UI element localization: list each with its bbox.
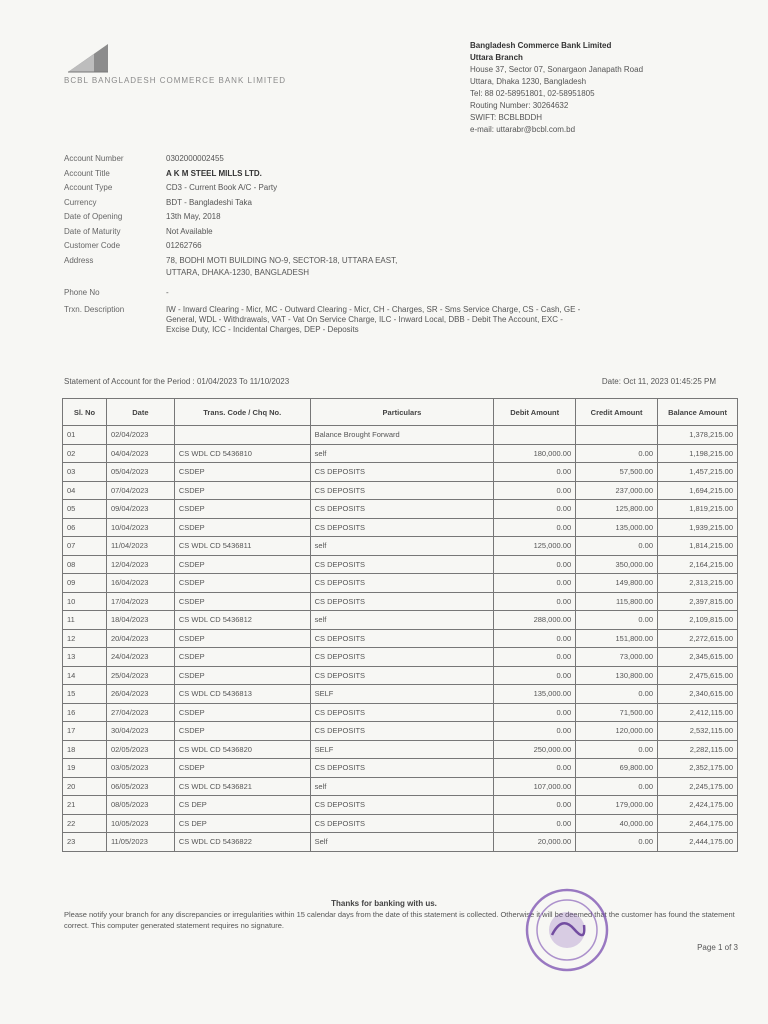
- address-label: Address: [64, 255, 94, 265]
- address-line-1: 78, BODHI MOTI BUILDING NO-9, SECTOR-18, UTTARA EAST,: [166, 255, 398, 265]
- bank-line: e-mail: uttarabr@bcbl.com.bd: [470, 125, 576, 134]
- cell-balance: 2,532,115.00: [658, 722, 738, 741]
- table-row: [63, 740, 738, 759]
- cell-balance: 2,352,175.00: [658, 759, 738, 778]
- cell-code: CSDEP: [174, 666, 310, 685]
- table-row: [63, 648, 738, 667]
- description-label: Trxn. Description: [64, 304, 125, 314]
- cell-particulars: self: [310, 611, 494, 630]
- cell-sl: 01: [63, 426, 107, 445]
- info-row-address: [64, 254, 724, 269]
- cell-particulars: CS DEPOSITS: [310, 555, 494, 574]
- cell-particulars: CS DEPOSITS: [310, 759, 494, 778]
- bank-branch: Uttara Branch: [470, 53, 523, 62]
- cell-balance: 2,412,115.00: [658, 703, 738, 722]
- info-row-title: [64, 167, 724, 182]
- maturity-date: Not Available: [166, 226, 213, 236]
- table-row: [63, 703, 738, 722]
- cell-particulars: self: [310, 777, 494, 796]
- table-row: [63, 574, 738, 593]
- table-row: [63, 685, 738, 704]
- table-row: [63, 537, 738, 556]
- cell-balance: 2,397,815.00: [658, 592, 738, 611]
- cell-credit: 125,800.00: [576, 500, 658, 519]
- cell-debit: 0.00: [494, 814, 576, 833]
- cell-date: 06/05/2023: [106, 777, 174, 796]
- cell-credit: 135,000.00: [576, 518, 658, 537]
- cell-date: 11/05/2023: [106, 833, 174, 852]
- table-row: [63, 796, 738, 815]
- cell-balance: 1,378,215.00: [658, 426, 738, 445]
- cell-date: 02/05/2023: [106, 740, 174, 759]
- cell-code: CS WDL CD 5436813: [174, 685, 310, 704]
- cell-credit: 350,000.00: [576, 555, 658, 574]
- cell-code: CS WDL CD 5436811: [174, 537, 310, 556]
- cell-sl: 07: [63, 537, 107, 556]
- cell-particulars: CS DEPOSITS: [310, 648, 494, 667]
- description-line-1: IW - Inward Clearing - Micr, MC - Outward Clearing - Micr, CH - Charges, SR - Sms Service Charge, CS - Cash, GE -: [166, 304, 581, 314]
- info-row-currency: [64, 196, 724, 211]
- cell-date: 07/04/2023: [106, 481, 174, 500]
- cell-sl: 04: [63, 481, 107, 500]
- cell-sl: 08: [63, 555, 107, 574]
- cell-date: 30/04/2023: [106, 722, 174, 741]
- cell-code: CS WDL CD 5436820: [174, 740, 310, 759]
- table-row: [63, 463, 738, 482]
- cell-date: 11/04/2023: [106, 537, 174, 556]
- cell-debit: 20,000.00: [494, 833, 576, 852]
- header-debit: Debit Amount: [494, 399, 576, 426]
- bank-name: Bangladesh Commerce Bank Limited: [470, 41, 612, 50]
- account-title: A K M STEEL MILLS LTD.: [166, 168, 262, 178]
- bank-address-block: [470, 40, 740, 136]
- cell-date: 25/04/2023: [106, 666, 174, 685]
- cell-debit: 288,000.00: [494, 611, 576, 630]
- cell-code: CSDEP: [174, 722, 310, 741]
- table-row: [63, 759, 738, 778]
- cell-debit: 0.00: [494, 722, 576, 741]
- cell-date: 03/05/2023: [106, 759, 174, 778]
- cell-code: CSDEP: [174, 759, 310, 778]
- currency-label: Currency: [64, 197, 97, 207]
- cell-credit: 151,800.00: [576, 629, 658, 648]
- cell-debit: 0.00: [494, 759, 576, 778]
- cell-balance: 2,109,815.00: [658, 611, 738, 630]
- description-text: [166, 305, 724, 335]
- cell-sl: 23: [63, 833, 107, 852]
- cell-particulars: SELF: [310, 740, 494, 759]
- cell-particulars: Balance Brought Forward: [310, 426, 494, 445]
- cell-sl: 20: [63, 777, 107, 796]
- cell-sl: 12: [63, 629, 107, 648]
- cell-code: CSDEP: [174, 463, 310, 482]
- cell-date: 08/05/2023: [106, 796, 174, 815]
- cell-date: 04/04/2023: [106, 444, 174, 463]
- cell-code: CSDEP: [174, 500, 310, 519]
- cell-particulars: CS DEPOSITS: [310, 500, 494, 519]
- header-sl: Sl. No: [63, 399, 107, 426]
- cell-balance: 2,475,615.00: [658, 666, 738, 685]
- cell-credit: 0.00: [576, 777, 658, 796]
- cell-code: CS WDL CD 5436821: [174, 777, 310, 796]
- cell-sl: 16: [63, 703, 107, 722]
- cell-balance: 1,198,215.00: [658, 444, 738, 463]
- page-number: Page 1 of 3: [697, 943, 738, 952]
- table-row: [63, 666, 738, 685]
- cell-credit: 237,000.00: [576, 481, 658, 500]
- cell-sl: 11: [63, 611, 107, 630]
- cell-date: 17/04/2023: [106, 592, 174, 611]
- cell-credit: 0.00: [576, 444, 658, 463]
- cell-sl: 02: [63, 444, 107, 463]
- cell-code: CSDEP: [174, 648, 310, 667]
- cell-date: 10/05/2023: [106, 814, 174, 833]
- cell-date: 02/04/2023: [106, 426, 174, 445]
- cell-credit: 0.00: [576, 833, 658, 852]
- table-row: [63, 777, 738, 796]
- cell-debit: 250,000.00: [494, 740, 576, 759]
- info-row-customer: [64, 239, 724, 254]
- cell-date: 20/04/2023: [106, 629, 174, 648]
- cell-balance: 2,245,175.00: [658, 777, 738, 796]
- customer-code: 01262766: [166, 241, 202, 250]
- table-row: [63, 722, 738, 741]
- cell-credit: 0.00: [576, 685, 658, 704]
- cell-particulars: CS DEPOSITS: [310, 574, 494, 593]
- cell-sl: 18: [63, 740, 107, 759]
- cell-balance: 1,457,215.00: [658, 463, 738, 482]
- cell-sl: 15: [63, 685, 107, 704]
- cell-date: 24/04/2023: [106, 648, 174, 667]
- table-row: [63, 426, 738, 445]
- cell-debit: [494, 426, 576, 445]
- cell-code: CS DEP: [174, 814, 310, 833]
- cell-sl: 21: [63, 796, 107, 815]
- cell-sl: 17: [63, 722, 107, 741]
- cell-credit: 71,500.00: [576, 703, 658, 722]
- cell-sl: 13: [63, 648, 107, 667]
- cell-balance: 2,345,615.00: [658, 648, 738, 667]
- cell-debit: 0.00: [494, 555, 576, 574]
- cell-date: 05/04/2023: [106, 463, 174, 482]
- cell-debit: 0.00: [494, 481, 576, 500]
- cell-credit: 179,000.00: [576, 796, 658, 815]
- bank-logo-text: BCBL BANGLADESH COMMERCE BANK LIMITED: [64, 76, 287, 85]
- cell-balance: 1,939,215.00: [658, 518, 738, 537]
- cell-debit: 0.00: [494, 574, 576, 593]
- table-row: [63, 518, 738, 537]
- cell-sl: 10: [63, 592, 107, 611]
- cell-credit: 0.00: [576, 537, 658, 556]
- cell-particulars: Self: [310, 833, 494, 852]
- cell-date: 12/04/2023: [106, 555, 174, 574]
- cell-debit: 0.00: [494, 500, 576, 519]
- cell-particulars: self: [310, 444, 494, 463]
- maturity-date-label: Date of Maturity: [64, 226, 121, 236]
- info-row-description: [64, 305, 724, 335]
- table-row: [63, 833, 738, 852]
- cell-credit: 149,800.00: [576, 574, 658, 593]
- cell-code: CSDEP: [174, 629, 310, 648]
- header-credit: Credit Amount: [576, 399, 658, 426]
- cell-date: 27/04/2023: [106, 703, 174, 722]
- cell-debit: 107,000.00: [494, 777, 576, 796]
- bank-logo-icon: [64, 42, 110, 74]
- cell-balance: 1,814,215.00: [658, 537, 738, 556]
- info-row-number: [64, 152, 724, 167]
- cell-particulars: CS DEPOSITS: [310, 814, 494, 833]
- info-row-maturity: [64, 225, 724, 240]
- cell-credit: 0.00: [576, 740, 658, 759]
- cell-sl: 19: [63, 759, 107, 778]
- bank-line: Tel: 88 02-58951801, 02-58951805: [470, 89, 595, 98]
- bank-line: Uttara, Dhaka 1230, Bangladesh: [470, 77, 587, 86]
- cell-date: 10/04/2023: [106, 518, 174, 537]
- cell-debit: 0.00: [494, 518, 576, 537]
- bank-seal-stamp: [522, 885, 612, 975]
- cell-debit: 0.00: [494, 592, 576, 611]
- cell-code: CS WDL CD 5436812: [174, 611, 310, 630]
- account-number-label: Account Number: [64, 154, 124, 163]
- cell-balance: 2,424,175.00: [658, 796, 738, 815]
- cell-sl: 03: [63, 463, 107, 482]
- cell-date: 16/04/2023: [106, 574, 174, 593]
- cell-code: CSDEP: [174, 592, 310, 611]
- table-row: [63, 444, 738, 463]
- statement-table: [62, 398, 738, 852]
- cell-date: 18/04/2023: [106, 611, 174, 630]
- cell-particulars: CS DEPOSITS: [310, 666, 494, 685]
- print-date: Date: Oct 11, 2023 01:45:25 PM: [601, 377, 716, 386]
- bank-logo: [64, 42, 287, 90]
- cell-credit: 130,800.00: [576, 666, 658, 685]
- customer-code-label: Customer Code: [64, 241, 121, 250]
- phone-label: Phone No: [64, 288, 100, 297]
- cell-balance: 2,272,615.00: [658, 629, 738, 648]
- cell-particulars: SELF: [310, 685, 494, 704]
- table-row: [63, 611, 738, 630]
- cell-particulars: CS DEPOSITS: [310, 463, 494, 482]
- cell-debit: 0.00: [494, 796, 576, 815]
- cell-code: CS WDL CD 5436822: [174, 833, 310, 852]
- cell-debit: 135,000.00: [494, 685, 576, 704]
- cell-sl: 06: [63, 518, 107, 537]
- cell-credit: [576, 426, 658, 445]
- cell-debit: 125,000.00: [494, 537, 576, 556]
- header-balance: Balance Amount: [658, 399, 738, 426]
- description-line-3: Excise Duty, ICC - Incidental Charges, DEP - Deposits: [166, 324, 359, 334]
- cell-code: CSDEP: [174, 555, 310, 574]
- cell-sl: 14: [63, 666, 107, 685]
- cell-code: CS DEP: [174, 796, 310, 815]
- cell-credit: 120,000.00: [576, 722, 658, 741]
- cell-code: CSDEP: [174, 518, 310, 537]
- bank-line: SWIFT: BCBLBDDH: [470, 113, 543, 122]
- cell-date: 09/04/2023: [106, 500, 174, 519]
- cell-code: CSDEP: [174, 574, 310, 593]
- cell-debit: 0.00: [494, 666, 576, 685]
- table-row: [63, 814, 738, 833]
- cell-particulars: CS DEPOSITS: [310, 518, 494, 537]
- description-line-2: General, WDL - Withdrawals, VAT - Vat On Service Charge, ILC - Inward Local, DBB - Debit The Account, EXC -: [166, 314, 563, 324]
- cell-credit: 0.00: [576, 611, 658, 630]
- cell-particulars: CS DEPOSITS: [310, 796, 494, 815]
- cell-credit: 73,000.00: [576, 648, 658, 667]
- cell-balance: 1,819,215.00: [658, 500, 738, 519]
- cell-particulars: CS DEPOSITS: [310, 722, 494, 741]
- opening-date: 13th May, 2018: [166, 212, 221, 221]
- account-info: [64, 152, 724, 335]
- table-row: [63, 481, 738, 500]
- cell-balance: 1,694,215.00: [658, 481, 738, 500]
- statement-period: Statement of Account for the Period : 01/04/2023 To 11/10/2023: [64, 377, 290, 386]
- address-line-2: UTTARA, DHAKA-1230, BANGLADESH: [166, 268, 310, 277]
- info-row-phone: [64, 286, 724, 301]
- cell-particulars: CS DEPOSITS: [310, 629, 494, 648]
- table-row: [63, 629, 738, 648]
- cell-code: CS WDL CD 5436810: [174, 444, 310, 463]
- cell-debit: 180,000.00: [494, 444, 576, 463]
- account-type: CD3 - Current Book A/C - Party: [166, 183, 278, 192]
- header-particulars: Particulars: [310, 399, 494, 426]
- phone: -: [166, 288, 169, 297]
- table-row: [63, 555, 738, 574]
- opening-date-label: Date of Opening: [64, 212, 123, 221]
- cell-code: [174, 426, 310, 445]
- cell-balance: 2,164,215.00: [658, 555, 738, 574]
- cell-credit: 40,000.00: [576, 814, 658, 833]
- cell-balance: 2,313,215.00: [658, 574, 738, 593]
- cell-particulars: self: [310, 537, 494, 556]
- cell-particulars: CS DEPOSITS: [310, 703, 494, 722]
- cell-sl: 22: [63, 814, 107, 833]
- cell-credit: 57,500.00: [576, 463, 658, 482]
- cell-debit: 0.00: [494, 648, 576, 667]
- cell-debit: 0.00: [494, 629, 576, 648]
- cell-balance: 2,340,615.00: [658, 685, 738, 704]
- info-row-opening: [64, 210, 724, 225]
- account-type-label: Account Type: [64, 183, 113, 192]
- cell-balance: 2,282,115.00: [658, 740, 738, 759]
- cell-debit: 0.00: [494, 703, 576, 722]
- account-title-label: Account Title: [64, 168, 110, 178]
- currency: BDT - Bangladeshi Taka: [166, 197, 252, 207]
- cell-code: CSDEP: [174, 481, 310, 500]
- cell-balance: 2,444,175.00: [658, 833, 738, 852]
- table-header-row: [63, 399, 738, 426]
- thanks-message: Thanks for banking with us.: [331, 899, 437, 908]
- cell-debit: 0.00: [494, 463, 576, 482]
- cell-particulars: CS DEPOSITS: [310, 481, 494, 500]
- table-row: [63, 592, 738, 611]
- cell-sl: 05: [63, 500, 107, 519]
- cell-balance: 2,464,175.00: [658, 814, 738, 833]
- account-number: 0302000002455: [166, 154, 224, 163]
- cell-credit: 69,800.00: [576, 759, 658, 778]
- bank-line: House 37, Sector 07, Sonargaon Janapath Road: [470, 65, 644, 74]
- cell-credit: 115,800.00: [576, 592, 658, 611]
- cell-particulars: CS DEPOSITS: [310, 592, 494, 611]
- cell-sl: 09: [63, 574, 107, 593]
- info-row-type: [64, 181, 724, 196]
- discrepancy-notice: Please notify your branch for any discrepancies or irregularities within 15 calendar days from the date of this statement is collected. Otherwise it will be deemed that the customer has found the statement correct. This computer generated statement requires no signature.: [64, 910, 735, 930]
- bank-line: Routing Number: 30264632: [470, 101, 569, 110]
- header-code: Trans. Code / Chq No.: [174, 399, 310, 426]
- table-row: [63, 500, 738, 519]
- cell-code: CSDEP: [174, 703, 310, 722]
- cell-date: 26/04/2023: [106, 685, 174, 704]
- header-date: Date: [106, 399, 174, 426]
